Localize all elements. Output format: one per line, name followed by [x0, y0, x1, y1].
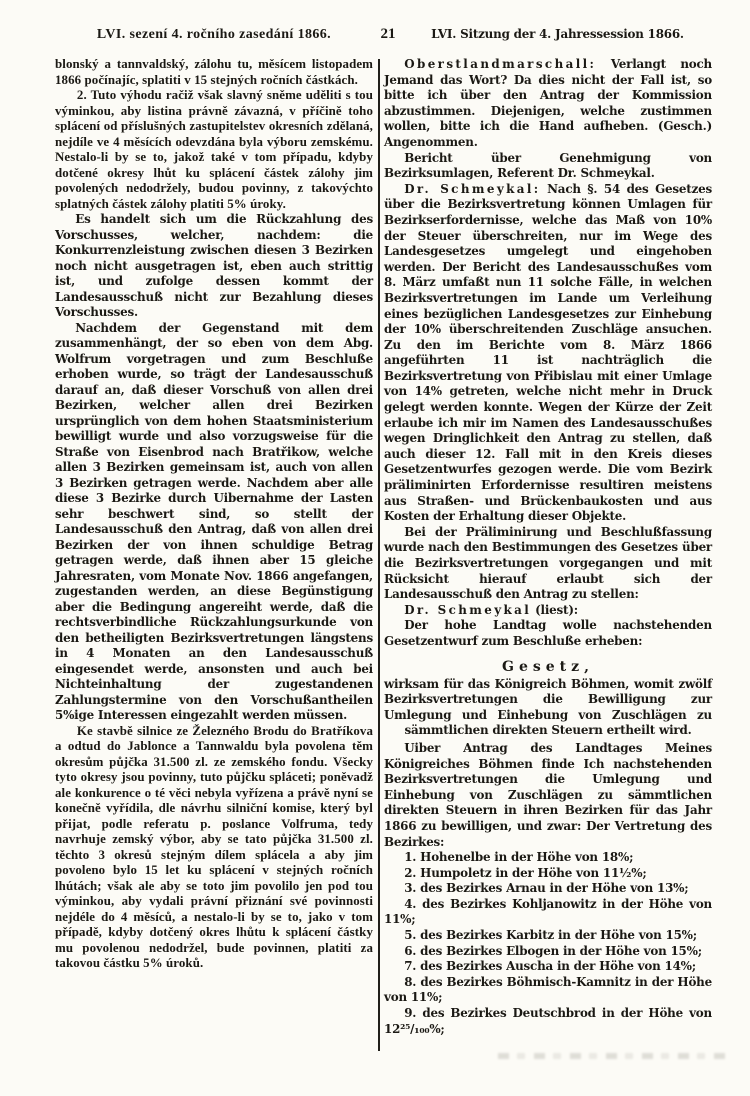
paragraph: Uiber Antrag des Landtages Meines Königreiches Böhmen finde Ich nachstehenden Bezirksvertretungen die Umlegung und Einhebung von Zuschlägen zu sämmtlichen direkten Steuern in ihren Bezirken für das Jahr 1866 zu bewilligen, und zwar: Der Vertretung des Bezirkes:	[384, 740, 712, 849]
law-list-item: 4. des Bezirkes Kohljanowitz in der Höhe von 11%;	[384, 896, 712, 927]
paragraph: Bei der Präliminirung und Beschlußfassung wurde nach den Bestimmungen des Gesetzes über die Bezirksvertretungen vorgegangen und mit Rücksicht hierauf erlaubt sich der Landesausschuß den Antrag zu stellen:	[384, 524, 712, 602]
page-number: 21	[380, 26, 396, 42]
paragraph	[384, 603, 712, 619]
law-subtitle: wirksam für das Königreich Böhmen, womit zwölf Bezirksvertretungen die Bewilligung zur Umlegung und Einhebung von Zuschlägen zu sämmtlichen direkten Steuern ertheilt wird.	[384, 676, 712, 738]
law-list-item: 9. des Bezirkes Deutschbrod in der Höhe von 12²⁵/₁₀₀%;	[384, 1006, 712, 1036]
speaker-name: Oberstlandmarschall:	[404, 57, 597, 71]
paragraph-text: Verlangt noch Jemand das Wort? Da dies nicht der Fall ist, so bitte ich über den Antrag der Kommission abzustimmen. Diejenigen, welche zustimmen wollen, bitte ich die Hand aufheben. (Gesch.) Angenommen.	[384, 57, 712, 149]
page-header	[0, 0, 750, 43]
scan-bleedthrough-noise	[498, 1053, 730, 1059]
speaker-name: Dr. Schmeykal	[404, 602, 532, 617]
paragraph: Nachdem der Gegenstand mit dem zusammenhängt, der so eben von dem Abg. Wolfrum vorgetragen und zum Beschluße erhoben wurde, so trägt der Landesausschuß darauf an, daß dieser Vorschuß von allen drei Bezirken, welcher allen drei Bezirken ursprünglich von dem hohen Staatsministerium bewilligt wurde und also vorzugsweise für die Straße von Eisenbrod nach Bratřikow, welche allen 3 Bezirken gemeinsam ist, auch von allen 3 Bezirken getragen werde. Nachdem aber alle diese 3 Bezirke durch Uibernahme der Lasten sehr beschwert sind, so stellt der Landesausschuß den Antrag, daß von allen drei Bezirken der von ihnen schuldige Betrag getragen werde, daß ihnen aber 15 gleiche Jahresraten, vom Monate Nov. 1866 angefangen, zugestanden werden, an diese Begünstigung aber die Bedingung angereiht werde, daß die rechtsverbindliche Rückzahlungsurkunde von den betheiligten Bezirksvertretungen längstens in 4 Monaten an den Landesausschuß eingesendet werde, ansonsten und auch bei Nichteinhaltung der zugestandenen Zahlungstermine von den Vorschußantheilen 5%ige Interessen eingezahlt werden müssen.	[55, 320, 373, 722]
law-heading: Gesetz,	[502, 658, 594, 675]
left-column	[55, 57, 373, 1051]
speaker-name: Dr. Schmeykal:	[404, 181, 541, 196]
paragraph-text: Nach §. 54 des Gesetzes über die Bezirksvertretung können Umlagen für Bezirkserfordernisse, welche das Maß von 10% der Steuer überschreiten, nur im Wege des Landesgesetzes umgelegt und eingehoben werden. Der Bericht des Landesausschußes vom 8. März umfaßt nun 11 solche Fälle, in welchen Bezirksvertretungen im Lande um Verleihung eines bezüglichen Landesgesetzes zur Einhebung der 10% überschreitenden Zuschläge ansuchen. Zu den im Berichte vom 8. März 1866 angeführten 11 ist nachträglich die Bezirksvertretung von Přibislau mit einer Umlage von 14% getreten, welche nicht mehr in Druck gelegt werden konnte. Wegen der Kürze der Zeit erlaube ich mir im Namen des Landesausschußes wegen Dringlichkeit den Antrag zu stellen, daß auch dieser 12. Fall mit in den Kreis dieses Gesetzentwurfes gezogen werde. Die vom Bezirk präliminirten Erfordernisse resultiren meistens aus Straßen- und Brückenbaukosten und aus Kosten der Erhaltung dieser Objekte.	[384, 181, 712, 524]
header-right-title: LVI. Sitzung der 4. Jahressession 1866.	[431, 27, 684, 41]
law-list-item: 2. Humpoletz in der Höhe von 11½%;	[404, 865, 647, 880]
right-column	[384, 57, 712, 1051]
paragraph: blonský a tannvaldský, zálohu tu, měsícem listopadem 1866 počínajíc, splatiti v 15 stejných ročních částkách.	[55, 57, 373, 87]
paragraph	[384, 182, 712, 525]
paragraph: Bericht über Genehmigung von Bezirksumlagen, Referent Dr. Schmeykal.	[384, 150, 712, 181]
two-column-body	[0, 43, 750, 1051]
law-list-item: 8. des Bezirkes Böhmisch-Kamnitz in der Höhe von 11%;	[384, 974, 712, 1005]
paragraph: 2. Tuto výhodu račiž však slavný sněme uděliti s tou výminkou, aby listina právně závazná, v příčině toho splácení od příslušných zastupitelstev okresních zdělaná, nejdíle ve 4 měsících odevzdána byla výboru zemskému. Nestalo-li by se to, jakož také v tom případu, kdyby dotčené okresy lhůt ku splácení částek zálohy jim povolených nedodržely, budou povinny, z takovýchto splatných částek zálohy platiti 5% úroky.	[55, 88, 373, 211]
paragraph: Ke stavbě silnice ze Železného Brodu do Bratříkova a odtud do Jablonce a Tannwaldu byla povolena těm okresům půjčka 31.500 zl. ze zemského fondu. Všecky tyto okresy jsou povinny, tuto půjčku spláceti; poněvadž ale konkurence o té věci nebyla vyřízena a právě nyní se konečně vyřídila, dle návrhu silniční komise, který byl přijat, podle referatu p. poslance Volfruma, tedy navrhuje zemský výbor, aby se tato půjčka 31.500 zl. těchto 3 okresů stejným dílem splácela a aby jim povoleno bylo 15 let ku splácení v stejných ročních lhútách; však ale aby se toto jim povolilo jen pod tou výminkou, aby vydali právní přiznání své povinnosti nejdéle do 4 měsíců, a nestalo-li by se to, jako v tom případě, kdyby dotčený okres lhůtu k splácení částky mu povolenou nedodržel, bude povinnen, platiti za takovou částku 5% úroků.	[55, 723, 373, 970]
law-list-item: 1. Hohenelbe in der Höhe von 18%;	[404, 850, 634, 865]
law-list-item: 3. des Bezirkes Arnau in der Höhe von 13%;	[404, 881, 689, 896]
paragraph: Der hohe Landtag wolle nachstehenden Gesetzentwurf zum Beschluße erheben:	[384, 618, 712, 648]
law-list-item: 6. des Bezirkes Elbogen in der Höhe von 15%;	[404, 943, 702, 958]
header-left-title: LVI. sezení 4. ročního zasedání 1866.	[96, 27, 332, 42]
column-divider-rule	[378, 59, 380, 1051]
law-list-item: 7. des Bezirkes Auscha in der Höhe von 14%;	[404, 959, 696, 974]
paragraph: Es handelt sich um die Rückzahlung des Vorschusses, welcher, nachdem: die Konkurrenzleistung zwischen diesen 3 Bezirken noch nicht ausgetragen ist, eben auch strittig ist, und zufolge dessen kommt der Landesausschuß nicht zur Bezahlung dieses Vorschusses.	[55, 212, 373, 319]
paragraph	[384, 57, 712, 151]
law-list-item: 5. des Bezirkes Karbitz in der Höhe von 15%;	[404, 928, 697, 943]
paragraph-text: (liest):	[535, 602, 578, 617]
